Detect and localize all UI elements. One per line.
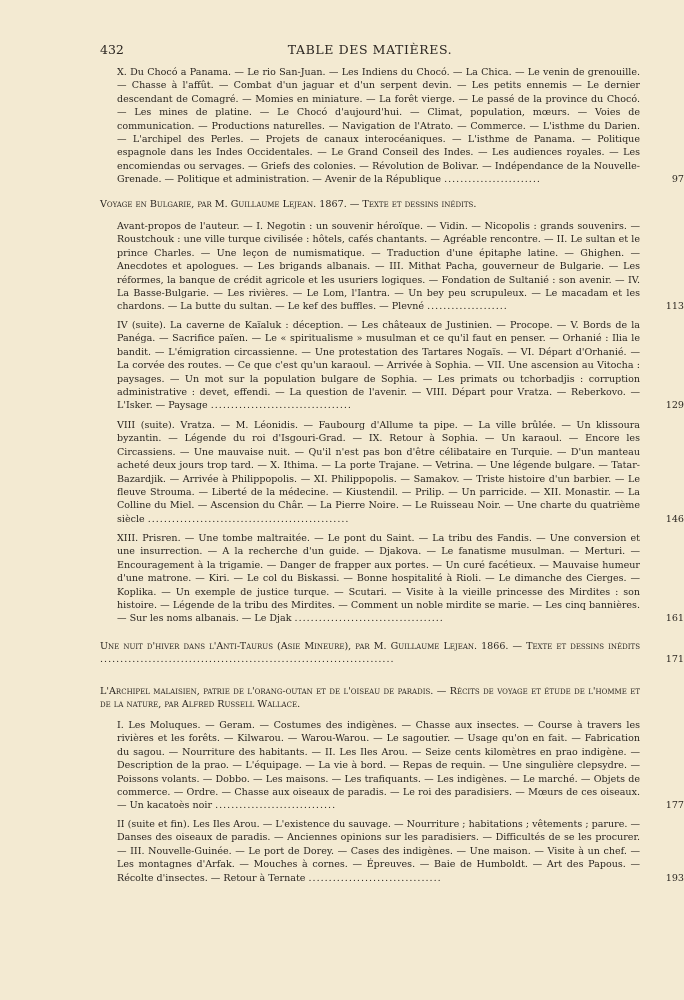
- toc-entry: [117, 66, 684, 187]
- leader-dots: ........................: [444, 174, 541, 186]
- entry-page: 193: [665, 872, 684, 884]
- entry-page: 177: [665, 800, 684, 812]
- section-heading: [100, 685, 640, 712]
- entry-text: VIII (suite). Vratza. — M. Léonidis. — Faubourg d'Allume ta pipe. — La ville brûlée. — Un klissoura byzantin. — Légende du roi d'Isgouri-Grad. — IX. Retour à Sophia. — Un karaoul. — Encore les Circassiens. — Une mauvaise nuit. — Qu'il n'est pas bon d'être célibataire en Turquie. — D'un manteau acheté deux jours trop tard. — X. Ithima. — La porte Trajane. — Vetrina. — Une légende bulgare. — Tatar-Bazardjik. — Arrivée à Philippopolis. — XI. Philippopolis. — Samakov. — Triste histoire d'un barbier. — Le fleuve Strouma. — Liberté de la médecine. — Kiustendil. — Prilip. — Un parricide. — XII. Monastir. — La Colline du Miel. — Ascension du Châr. — La Pierre Noire. — Le Ruisseau Noir. — Une charte du quatrième siècle: [117, 420, 640, 525]
- toc-entry: [117, 719, 684, 813]
- leader-dots: ..................................................: [147, 513, 350, 525]
- leader-dots: ..............................: [215, 800, 337, 812]
- section-heading-text: Une nuit d'hiver dans l'Anti-Taurus (Asie Mineure), par M. Guillaume Lejean. 1866. — Texte et dessins inédits: [100, 641, 640, 652]
- entry-text: XIII. Prisren. — Une tombe maltraitée. — Le pont du Saint. — La tribu des Fandis. — Une conversion et une insurrection. — A la recherche d'un guide. — Djakova. — Le fanatisme musulman. — Merturi. — Encouragement à la trigamie. — Danger de frapper aux portes. — Un curé facétieux. — Mauvaise humeur d'une matrone. — Kiri. — Le col du Biskassi. — Bonne hospitalité à Rioli. — Le dimanche des Cierges. — Koplika. — Un exemple de justice turque. — Scutari. — Visite à la vieille princesse des Mirdites : son histoire. — Légende de la tribu des Mirdites. — Comment un noble mirdite se marie. — Les cinq bannières. — Sur les noms albanais. — Le Djak: [117, 533, 640, 625]
- page-header: [100, 42, 640, 58]
- leader-dots: .................................: [308, 872, 442, 884]
- entry-text: X. Du Chocó a Panama. — Le rio San-Juan. — Les Indiens du Chocó. — La Chica. — Le venin de grenouille. — Chasse à l'affût. — Combat d'un jaguar et d'un serpent devin. — Les petits ennemis — Le dernier descendant de Comagré. — Momies en miniature. — La forêt vierge. — Le passé de la province du Chocó. — Les mines de platine. — Le Chocó d'aujourd'hui. — Climat, population, mœurs. — Voies de communication. — Productions naturelles. — Navigation de l'Atrato. — Commerce. — L'isthme du Darien. — L'archipel des Perles. — Projets de canaux interocéaniques. — L'isthme de Panama. — Politique espagnole dans les Indes Occidentales. — Le Grand Conseil des Indes. — Les audiences royales. — Les encomiendas ou servages. — Griefs des colonies. — Révolution de Bolivar. — Indépendance de la Nouvelle-Grenade. — Politique et administration. — Avenir de la République: [117, 67, 640, 186]
- leader-dots: ...................................: [210, 400, 352, 412]
- entry-page: 129: [665, 400, 684, 412]
- leader-dots: ....................: [427, 301, 508, 313]
- toc-entry: [117, 319, 684, 413]
- entry-text: II (suite et fin). Les Iles Arou. — L'existence du sauvage. — Nourriture ; habitations ; vêtements ; parure. — Danses des oiseaux de paradis. — Anciennes opinions sur les paradisiers. — Difficultés de se les procurer. — III. Nouvelle-Guinée. — Le port de Dorey. — Cases des indigènes. — Une maison. — Visite à un chef. — Les montagnes d'Arfak. — Mouches à cornes. — Épreuves. — Baie de Humboldt. — Art des Papous. — Récolte d'insectes. — Retour à Ternate: [117, 819, 640, 884]
- entry-page: 97: [671, 174, 684, 186]
- leader-dots: .........................................................................: [100, 654, 395, 666]
- toc-entry: [117, 532, 684, 626]
- entry-text: I. Les Moluques. — Geram. — Costumes des indigènes. — Chasse aux insectes. — Course à travers les rivières et les forêts. — Kilwarou. — Warou-Warou. — Le sagoutier. — Usage qu'on en fait. — Fabrication du sagou. — Nourriture des habitants. — II. Les Iles Arou. — Seize cents kilomètres en prao indigène. — Description de la prao. — L'équipage. — La vie à bord. — Repas de requin. — Une singulière clepsydre. — Poissons volants. — Dobbo. — Les maisons. — Les trafiquants. — Les indigènes. — Le marché. — Objets de commerce. — Ordre. — Chasse aux oiseaux de paradis. — Le roi des paradisiers. — Mœurs de ces oiseaux. — Un kacatoès noir: [117, 720, 640, 812]
- section-heading: [100, 198, 640, 211]
- section-heading: [100, 640, 684, 667]
- toc-entry: [117, 419, 684, 526]
- entry-text: Avant-propos de l'auteur. — I. Negotin : un souvenir héroïque. — Vidin. — Nicopolis : grands souvenirs. — Roustchouk : une ville turque civilisée : hôtels, cafés chantants. — Agréable rencontre. — II. Le sultan et le prince Charles. — Une leçon de numismatique. — Traduction d'une épitaphe latine. — Ghighen. — Anecdotes et apologues. — Les brigands albanais. — III. Mithat Pacha, gouverneur de Bulgarie. — Les réformes, la banque de crédit agricole et les usuriers logiques. — Fondation de Sultanié : son avenir. — IV. La Basse-Bulgarie. — Les rivières. — Le Lom, l'Iantra. — Un bey peu scrupuleux. — Le macadam et les chardons. — La butte du sultan. — Le kef des buffles. — Plevné: [117, 221, 640, 313]
- entry-page: 146: [665, 513, 684, 525]
- section-heading-text: Voyage en Bulgarie, par M. Guillaume Lejean. 1867. — Texte et dessins inédits.: [100, 199, 477, 210]
- page-number: 432: [100, 42, 124, 57]
- page-title: TABLE DES MATIÈRES.: [287, 42, 453, 57]
- toc-entry: [117, 818, 684, 885]
- entry-page: 113: [665, 301, 684, 313]
- entry-text: IV (suite). La caverne de Kaïaluk : déception. — Les châteaux de Justinien. — Procope. — V. Bords de la Panéga. — Sacrifice païen. — Le « spiritualisme » musulman et ce qu'il faut en penser. — Orhanié : Ilia le bandit. — L'émigration circassienne. — Une protestation des Tartares Nogaïs. — VI. Départ d'Orhanié. — La corvée des routes. — Ce que c'est qu'un karaoul. — Arrivée à Sophia. — VII. Une ascension au Vitocha : paysages. — Un mot sur la population bulgare de Sophia. — Les primats ou tchorbadjis : corruption administrative : devet, effendi. — La question de l'avenir. — VIII. Départ pour Vratza. — Reberkovo. — L'Isker. — Paysage: [117, 320, 640, 412]
- toc-entry: [117, 220, 684, 314]
- leader-dots: .....................................: [294, 613, 444, 625]
- section-heading-text: L'Archipel malaisien, patrie de l'orang-outan et de l'oiseau de paradis. — Récits de voyage et étude de l'homme et de la nature, par Alfred Russell Wallace.: [100, 686, 640, 711]
- entry-page: 171: [665, 654, 684, 666]
- entry-page: 161: [665, 613, 684, 625]
